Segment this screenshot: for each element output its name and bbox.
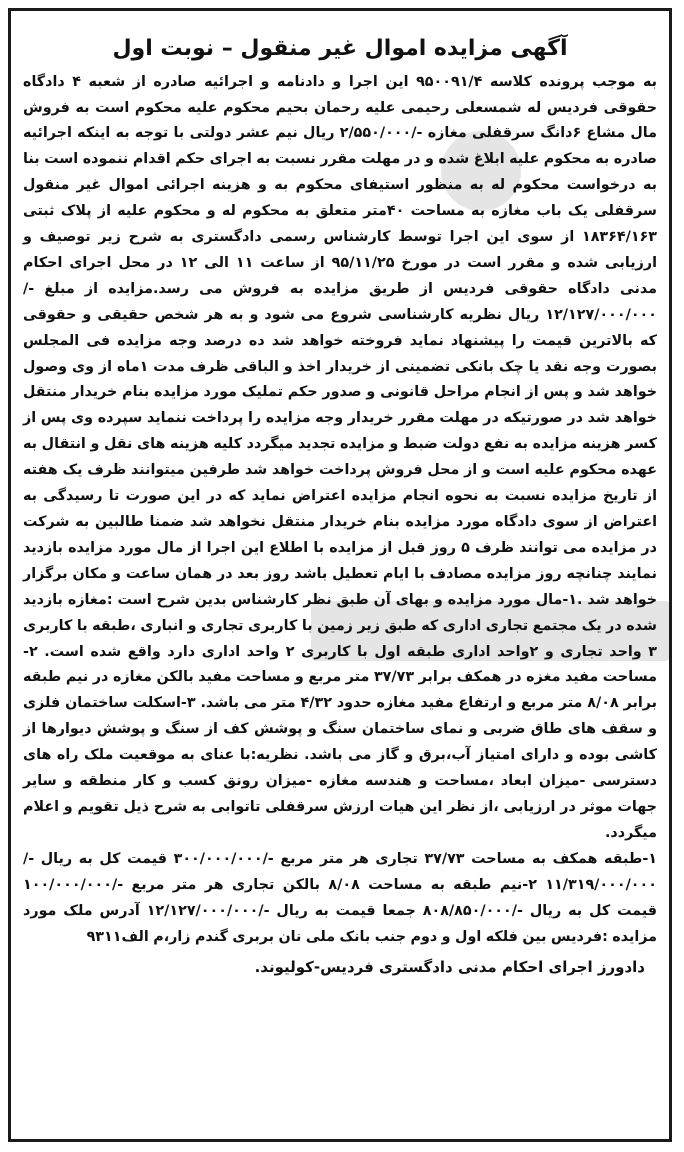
notice-body-prices: ۱-طبقه همکف به مساحت ۳۷/۷۳ تجاری هر متر مربع -/۳۰۰/۰۰۰/۰۰۰ قیمت کل به ریال -/۱۱/۳۱۹/۰۰۰/۰۰۰ ۲-نیم طبقه به مساحت ۸/۰۸ بالکن تجاری هر متر مربع -/۱۰۰/۰۰۰/۰۰۰ قیمت کل به ریال -/۸۰۸/۸۵۰/۰۰۰ جمعا قیمت به ریال -/۱۲/۱۲۷/۰۰۰/۰۰۰ آدرس ملک مورد مزایده :فردیس بین فلکه اول و دوم جنب بانک ملی نان بربری گندم زار،م الف۹۳۱۱ bbox=[23, 850, 658, 945]
notice-body-paragraph: به موجب پرونده کلاسه ۹۵۰۰۹۱/۴ این اجرا و دادنامه و اجرائیه صادره از شعبه ۴ دادگاه حقوقی فردیس له شمسعلی رحیمی علیه رحمان بحیم محکوم علیه محکوم است به فروش مال مشاع ۶دانگ سرقفلی مغازه -/۲/۵۵۰/۰۰۰ ریال نیم عشر دولتی با توجه به اینکه اجرائیه صادره به محکوم علیه ابلاغ شده و در مهلت مقرر نسبت به اجرای حکم اقدام ننموده است بنا به درخواست محکوم له به منظور استیفای محکوم به و هزینه اجرائی اموال غیر منقول سرقفلی یک باب مغازه به مساحت ۴۰متر متعلق به محکوم له و محکوم علیه از پلاک ثبتی ۱۸۳۶۴/۱۶۳ از سوی این اجرا توسط کارشناس رسمی دادگستری به شرح زیر توصیف و ارزیابی شده و مقرر است در مورخ ۹۵/۱۱/۲۵ از ساعت ۱۱ الی ۱۲ در محل اجرای احکام مدنی دادگاه حقوقی فردیس از طریق مزایده به فروش می رسد.مزایده از مبلغ -/۱۲/۱۲۷/۰۰۰/۰۰۰ ریال نظریه کارشناسی شروع می شود و به هر شخص حقیقی و حقوقی که بالاترین قیمت را پیشنهاد نماید فروخته خواهد شد ده درصد وجه مزایده فی المجلس بصورت وجه نقد یا چک بانکی تضمینی از خریدار اخذ و الباقی ظرف مدت ۱ماه از وی وصول خواهد شد و پس از انجام مراحل قانونی و صدور حکم تملیک مورد مزایده بنام خریدار منتقل خواهد شد در صورتیکه در مهلت مقرر خریدار وجه مزایده را پرداخت ننماید سپرده وی پس از کسر هزینه مزایده به نفع دولت ضبط و مزایده تجدید میگردد کلیه هزینه های نقل و انتقال به عهده محکوم علیه است و از محل فروش پرداخت خواهد شد طرفین میتوانند ظرف یک هفته از تاریخ مزایده نسبت به نحوه انجام مزایده اعتراض نماید که در این صورت تا رسیدگی به اعتراض از سوی دادگاه مورد مزایده بنام خریدار منتقل نخواهد شد ضمنا طالبین به شرکت در مزایده می توانند ظرف ۵ روز قبل از مزایده با اطلاع این اجرا از مال مورد مزایده بازدید نمایند چنانچه روز مزایده مصادف با ایام تعطیل باشد روز بعد در همان ساعت و مکان برگزار خواهد شد .۱-مال مورد مزایده و بهای آن طبق نظر کارشناس بدین شرح است :مغازه بازدید شده در یک مجتمع تجاری اداری که طبق زیر زمین با کاربری تجاری و انباری ،طبقه با کاربری ۳ واحد تجاری و ۲واحد اداری طبقه اول با کاربری ۲ واحد اداری دارد واقع شده است. ۲-مساحت مفید مغزه در همکف برابر ۳۷/۷۳ متر مربع و مساحت مفید بالکن مغازه در نیم طبقه برابر ۸/۰۸ متر مربع و ارتفاع مفید مغازه حدود ۴/۳۲ متر می باشد. ۳-اسکلت ساختمان فلزی و سقف های طاق ضربی و نمای ساختمان سنگ و پوشش کف از سنگ و پوشش دیوارها از کاشی بوده و دارای امتیاز آب،برق و گاز می باشد. نظریه:با عنای به موقعیت ملک راه های دسترسی -میزان ابعاد ،مساحت و هندسه مغازه -میزان رونق کسب و کار منطقه و سایر جهات موثر در ارزیابی ،از نظر این هیات ارزش سرقفلی تاتوابی به شرح ذیل تقویم و اعلام میگردد. bbox=[23, 73, 658, 841]
notice-signature: دادورز اجرای احکام مدنی دادگستری فردیس-کولیوند. bbox=[254, 958, 645, 977]
notice-content bbox=[11, 11, 669, 986]
notice-title: آگهی مزایده اموال غیر منقول – نوبت اول bbox=[112, 36, 568, 61]
notice-frame bbox=[8, 8, 672, 1142]
